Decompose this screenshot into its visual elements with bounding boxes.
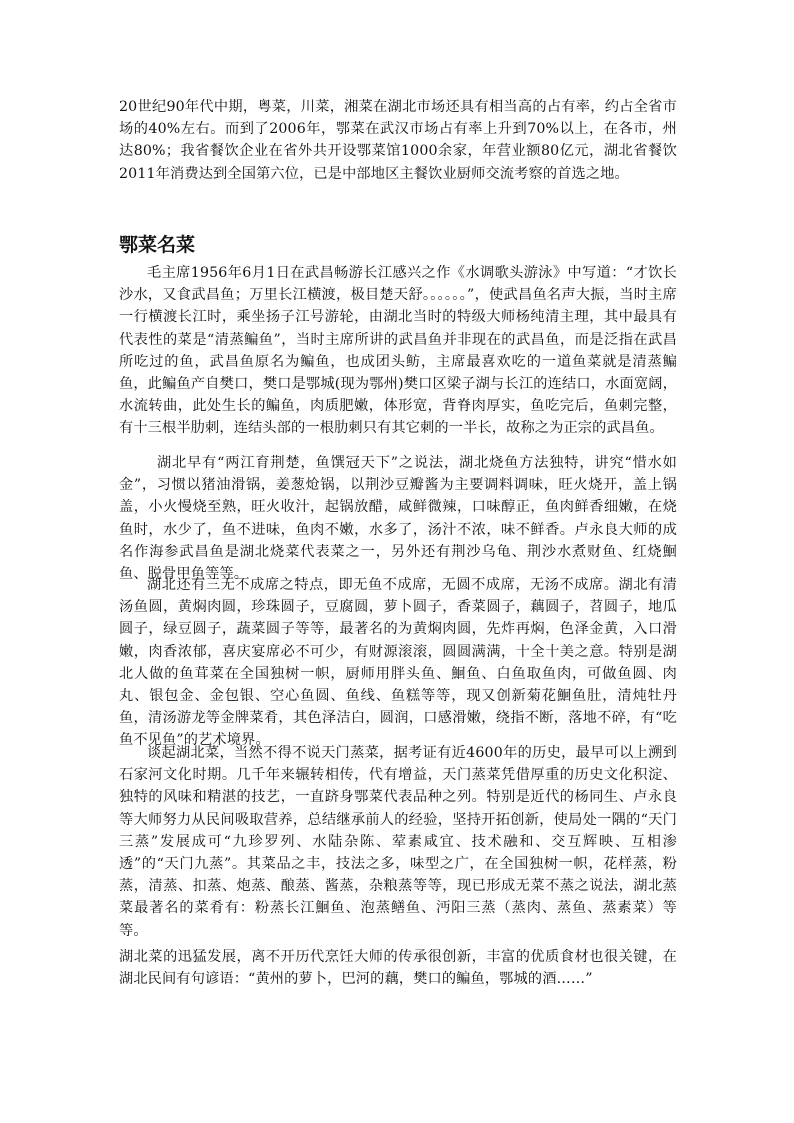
paragraph-tianmen-steamed: 谈起湖北菜，当然不得不说天门蒸菜，据考证有近4600年的历史，最早可以上溯到石家河文化时期。几千年来辗转相传，代有增益，天门蒸菜凭借厚重的历史文化积淀、独特的风味和精湛的技艺，一直跻身鄂菜代表品种之列。特别是近代的杨同生、卢永良等大师努力从民间吸取营养，总结继承前人的经验，坚持开拓创新，使局处一隅的“天门三蒸”发展成可“九珍罗列、水陆杂陈、荤素咸宜、技术融和、交互辉映、互相渗透”的“天门九蒸”。其菜品之丰，技法之多，味型之广，在全国独树一帜，花样蒸，粉蒸，清蒸、扣蒸、炮蒸、酿蒸、酱蒸，杂粮蒸等等，现已形成无菜不蒸之说法，湖北蒸菜最著名的菜肴有：粉蒸长江鮰鱼、泡蒸鳝鱼、沔阳三蒸（蒸肉、蒸鱼、蒸素菜）等等。 [119, 745, 677, 939]
paragraph-three-essentials: 湖北还有三无不成席之特点，即无鱼不成席，无圆不成席，无汤不成席。湖北有清汤鱼圆，黄焖肉圆，珍珠圆子，豆腐圆，萝卜圆子，香菜圆子，藕圆子，苕圆子，地瓜圆子，绿豆圆子，蔬菜圆子等等，最著名的为黄焖肉圆，先炸再焖，色泽金黄，入口滑嫩，肉香浓郁，喜庆宴席必不可少，有财源滚滚，圆圆满满，十全十美之意。特别是湖北人做的鱼茸菜在全国独树一帜，厨师用胖头鱼、鮰鱼、白鱼取鱼肉，可做鱼圆、肉丸、银包金、金包银、空心鱼圆、鱼线、鱼糕等等，现又创新菊花鮰鱼肚，清炖牡丹鱼，清汤游龙等金牌菜肴，其色泽洁白，圆润，口感滑嫩，绕指不断，落地不碎，有“吃鱼不见鱼”的艺术境界。 [119, 577, 677, 749]
section-heading: 鄂菜名菜 [119, 234, 196, 256]
paragraph-hubei-fish-cooking: 湖北早有“两江育荆楚，鱼馔冠天下”之说法，湖北烧鱼方法独特，讲究“惜水如金”，习惯以猪油滑锅，姜葱炝锅，以荆沙豆瓣酱为主要调料调味，旺火烧开，盖上锅盖，小火慢烧至熟，旺火收汁，起锅放醋，咸鲜微辣，口味醇正，鱼肉鲜香细嫩，在烧鱼时，水少了，鱼不进味，鱼肉不嫩，水多了，汤汁不浓，味不鲜香。卢永良大师的成名作海参武昌鱼是湖北烧菜代表菜之一，另外还有荆沙乌龟、荆沙水煮财鱼、红烧鮰鱼、脱骨甲鱼等等。 [119, 455, 677, 583]
paragraph-development: 湖北菜的迅猛发展，离不开历代烹饪大师的传承很创新，丰富的优质食材也很关键，在湖北民间有句谚语：“黄州的萝卜，巴河的藕，樊口的鳊鱼，鄂城的酒……” [119, 949, 677, 988]
paragraph-wuchang-fish: 毛主席1956年6月1日在武昌畅游长江感兴之作《水调歌头游泳》中写道：“才饮长沙水，又食武昌鱼；万里长江横渡，极目楚天舒。。。。。。”，使武昌鱼名声大振，当时主席一行横渡长江时，乘坐扬子江号游轮，由湖北当时的特级大师杨纯清主理，其中最具有代表性的菜是“清蒸鳊鱼”，当时主席所讲的武昌鱼并非现在的武昌鱼，而是泛指在武昌所吃过的鱼，武昌鱼原名为鳊鱼，也成团头鲂，主席最喜欢吃的一道鱼菜就是清蒸鳊鱼，此鳊鱼产自樊口，樊口是鄂城(现为鄂州)樊口区梁子湖与长江的连结口，水面宽阔，水流转曲，此处生长的鳊鱼，肉质肥嫩，体形宽，背脊肉厚实，鱼吃完后，鱼刺完整，有十三根半肋刺，连结头部的一根肋刺只有其它刺的一半长，故称之为正宗的武昌鱼。 [119, 265, 677, 437]
intro-paragraph: 20世纪90年代中期，粤菜，川菜，湘菜在湖北市场还具有相当高的占有率，约占全省市场的40%左右。而到了2006年，鄂菜在武汉市场占有率上升到70%以上，在各市，州达80%；我省餐饮企业在省外共开设鄂菜馆1000余家，年营业额80亿元，湖北省餐饮2011年消费达到全国第六位，已是中部地区主餐饮业厨师交流考察的首选之地。 [119, 99, 677, 182]
